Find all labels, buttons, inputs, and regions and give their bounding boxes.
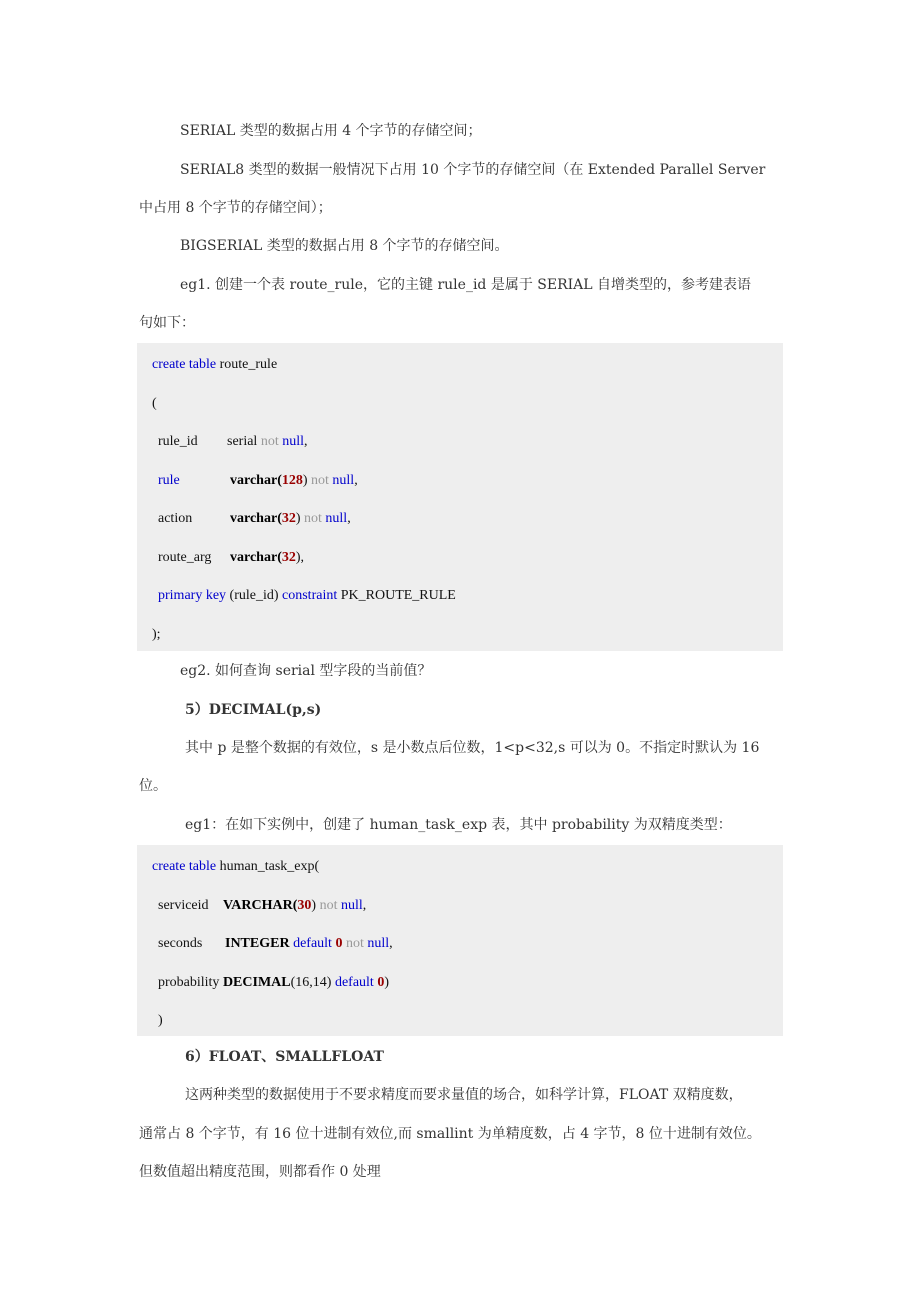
- code-keyword: create table: [152, 357, 217, 372]
- code-column-name: route_arg: [158, 550, 212, 565]
- code-keyword: create table: [152, 859, 217, 874]
- paragraph-float-desc-line1: 这两种类型的数据使用于不要求精度而要求量值的场合，如科学计算，FLOAT 双精度数，: [185, 1087, 743, 1103]
- paragraph-example1-intro-line2: 句如下：: [139, 315, 195, 331]
- code-keyword: default: [289, 936, 332, 951]
- code-keyword: default: [331, 975, 374, 990]
- code-text: PK_ROUTE_RULE: [337, 588, 456, 603]
- code-punct: ),: [295, 550, 305, 565]
- paragraph-serial-size: SERIAL 类型的数据占用 4 个字节的存储空间；: [180, 123, 482, 139]
- code-punct: (: [277, 550, 282, 565]
- code-punct: ,: [304, 434, 308, 449]
- code-punct: ,: [347, 511, 351, 526]
- code-column-name: action: [158, 511, 193, 526]
- heading-decimal: 5）DECIMAL(p,s): [185, 702, 322, 718]
- code-line: [158, 896, 366, 916]
- code-punct: (: [277, 511, 282, 526]
- code-line: [158, 471, 358, 491]
- code-type: serial: [227, 434, 258, 449]
- code-text: route_rule: [216, 357, 278, 372]
- code-line: [152, 857, 319, 877]
- code-null: null: [278, 434, 304, 449]
- code-type: varchar: [230, 511, 278, 526]
- code-punct: ): [302, 473, 308, 488]
- code-line: [158, 509, 351, 529]
- code-number: 0: [331, 936, 343, 951]
- code-punct: ,: [362, 898, 367, 913]
- code-null: null: [321, 511, 348, 526]
- code-type: DECIMAL: [222, 975, 291, 990]
- code-line: ): [158, 1013, 163, 1028]
- code-number: 30: [297, 898, 312, 913]
- paragraph-serial8-size-text: SERIAL8 类型的数据一般情况下占用 10 个字节的存储空间（在 Extended Parallel Server: [180, 162, 766, 178]
- code-null: null: [337, 898, 363, 913]
- code-block-route-rule: [137, 343, 783, 651]
- code-type: varchar: [230, 473, 278, 488]
- code-number: 128: [281, 473, 303, 488]
- code-punct: ): [295, 511, 301, 526]
- code-punct: (: [277, 473, 282, 488]
- code-line: [158, 548, 304, 568]
- code-type: varchar: [230, 550, 278, 565]
- code-line: [152, 355, 277, 375]
- code-keyword: constraint: [282, 588, 338, 603]
- code-not: not: [300, 511, 322, 526]
- paragraph-example2: eg2. 如何查询 serial 型字段的当前值？: [180, 663, 432, 679]
- code-column-name: serviceid: [158, 898, 209, 913]
- code-keyword: primary key: [158, 588, 227, 603]
- code-column-name: rule_id: [158, 434, 198, 449]
- code-not: not: [342, 936, 364, 951]
- code-text: human_task_exp(: [216, 859, 320, 874]
- code-line: [158, 934, 393, 954]
- paragraph-bigserial-size: BIGSERIAL 类型的数据占用 8 个字节的存储空间。: [180, 238, 509, 254]
- code-not: not: [316, 898, 338, 913]
- code-punct: ): [384, 975, 389, 990]
- code-number: 32: [281, 550, 296, 565]
- code-line: [158, 586, 456, 606]
- code-column-name: probability: [158, 975, 220, 990]
- code-punct: (: [292, 898, 298, 913]
- paragraph-serial8-size-line1: [180, 160, 781, 180]
- code-number: 32: [281, 511, 296, 526]
- code-null: null: [328, 473, 355, 488]
- paragraph-float-desc-line2: 通常占 8 个字节，有 16 位十进制有效位,而 smallint 为单精度数，占 4 字节，8 位十进制有效位。: [139, 1126, 761, 1142]
- code-column-name: seconds: [158, 936, 203, 951]
- heading-float: 6）FLOAT、SMALLFLOAT: [185, 1049, 384, 1065]
- code-punct: (16,14): [290, 975, 332, 990]
- code-punct: ,: [354, 473, 358, 488]
- code-punct: ): [311, 898, 317, 913]
- paragraph-example1-intro-line1: eg1. 创建一个表 route_rule，它的主键 rule_id 是属于 SERIAL 自增类型的，参考建表语: [180, 277, 752, 293]
- code-null: null: [363, 936, 390, 951]
- code-number: 0: [373, 975, 385, 990]
- paragraph-float-desc-line3: 但数值超出精度范围，则都看作 0 处理: [139, 1164, 381, 1180]
- code-text: (rule_id): [226, 588, 283, 603]
- code-line: [158, 973, 389, 993]
- code-type: INTEGER: [225, 936, 290, 951]
- code-block-human-task-exp: [137, 845, 783, 1036]
- code-punct: ,: [389, 936, 393, 951]
- code-not: not: [307, 473, 329, 488]
- paragraph-serial8-size-line2: 中占用 8 个字节的存储空间）；: [139, 200, 332, 216]
- code-line: [158, 432, 308, 452]
- code-line: (: [152, 396, 157, 411]
- paragraph-decimal-example: eg1：在如下实例中，创建了 human_task_exp 表，其中 probability 为双精度类型：: [185, 817, 732, 833]
- code-line: );: [152, 627, 161, 642]
- code-not: not: [257, 434, 279, 449]
- code-type: VARCHAR: [223, 898, 293, 913]
- code-column-name: rule: [158, 473, 180, 488]
- paragraph-decimal-desc-line1: 其中 p 是整个数据的有效位，s 是小数点后位数，1<p<32,s 可以为 0。不指定时默认为 16: [185, 740, 760, 756]
- paragraph-decimal-desc-line2: 位。: [139, 778, 167, 794]
